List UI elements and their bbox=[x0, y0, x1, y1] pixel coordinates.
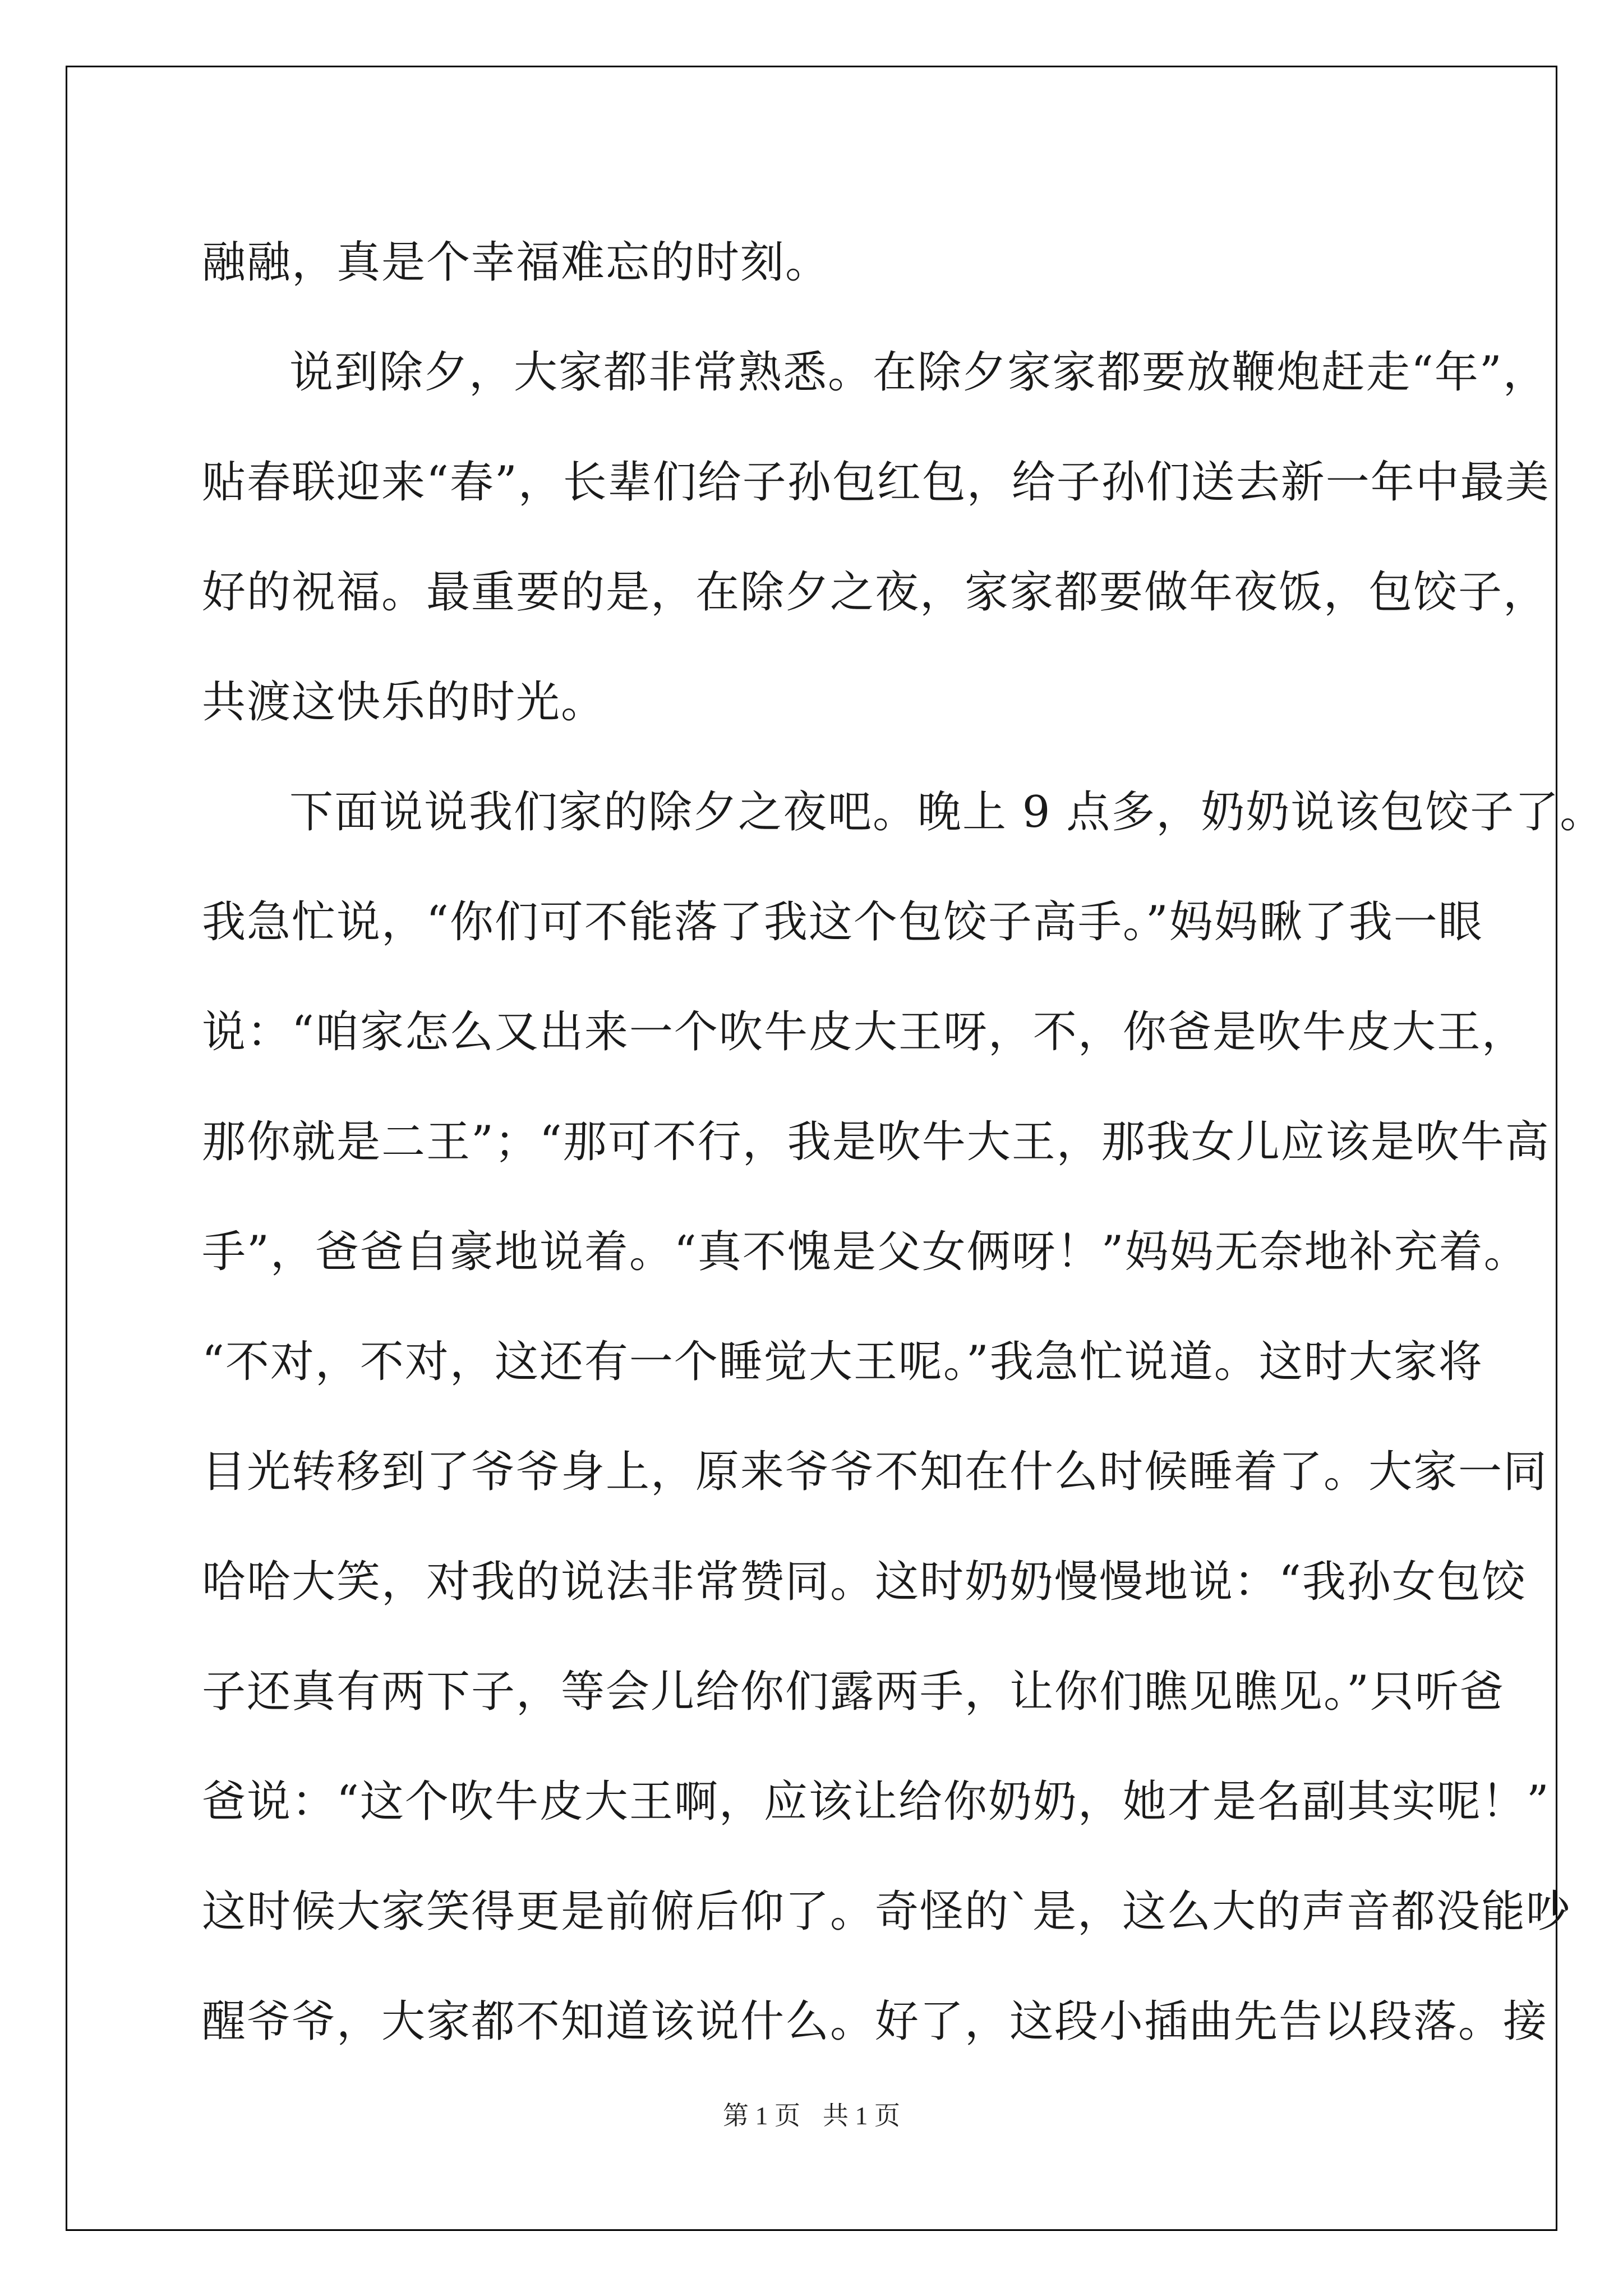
text-line: 子还真有两下子，等会儿给你们露两手，让你们瞧见瞧见。”只听爸 bbox=[202, 1667, 1505, 1717]
text-line: 融融，真是个幸福难忘的时刻。 bbox=[202, 237, 831, 288]
page-number: 第 1 页 bbox=[723, 2101, 800, 2130]
text-line: 那你就是二王”；“那可不行，我是吹牛大王，那我女儿应该是吹牛高 bbox=[202, 1117, 1550, 1167]
page-footer bbox=[0, 2095, 1623, 2132]
text-line: 醒爷爷，大家都不知道该说什么。好了，这段小插曲先告以段落。接 bbox=[202, 1996, 1548, 2047]
text-line: 哈哈大笑，对我的说法非常赞同。这时奶奶慢慢地说：“我孙女包饺 bbox=[202, 1557, 1527, 1607]
text-line: 这时候大家笑得更是前俯后仰了。奇怪的`是，这么大的声音都没能吵 bbox=[202, 1887, 1571, 1937]
text-line: 好的祝福。最重要的是，在除夕之夜，家家都要做年夜饭，包饺子， bbox=[202, 567, 1548, 618]
text-line: 说到除夕，大家都非常熟悉。在除夕家家都要放鞭炮赶走“年”， bbox=[289, 347, 1548, 398]
text-line: 说：“咱家怎么又出来一个吹牛皮大王呀，不，你爸是吹牛皮大王， bbox=[202, 1007, 1527, 1057]
document-body bbox=[202, 208, 1605, 2077]
text-line: 共渡这快乐的时光。 bbox=[202, 677, 606, 728]
page-total: 共 1 页 bbox=[823, 2101, 900, 2130]
text-line: 手”，爸爸自豪地说着。“真不愧是父女俩呀！”妈妈无奈地补充着。 bbox=[202, 1227, 1529, 1277]
text-line: 下面说说我们家的除夕之夜吧。晚上 9 点多，奶奶说该包饺子了。 bbox=[289, 787, 1605, 838]
text-line: 贴春联迎来“春”，长辈们给子孙包红包，给子孙们送去新一年中最美 bbox=[202, 457, 1550, 508]
text-line: “不对，不对，这还有一个睡觉大王呢。”我急忙说道。这时大家将 bbox=[202, 1337, 1483, 1387]
text-line: 我急忙说，“你们可不能落了我这个包饺子高手。”妈妈瞅了我一眼 bbox=[202, 897, 1483, 947]
text-line: 爸说：“这个吹牛皮大王啊，应该让给你奶奶，她才是名副其实呢！” bbox=[202, 1777, 1550, 1827]
text-line: 目光转移到了爷爷身上，原来爷爷不知在什么时候睡着了。大家一同 bbox=[202, 1447, 1548, 1497]
